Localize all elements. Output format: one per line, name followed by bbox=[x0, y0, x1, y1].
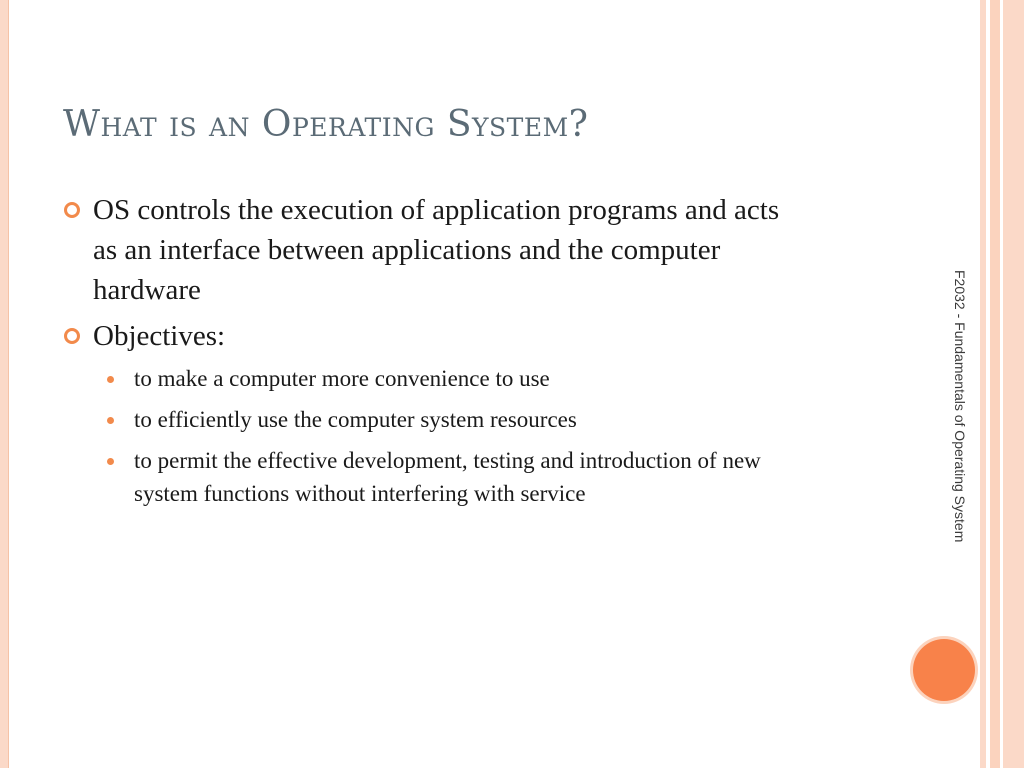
decorative-circle bbox=[913, 639, 975, 701]
sub-bullet-item bbox=[60, 362, 800, 395]
right-stripe bbox=[1003, 0, 1024, 768]
bullet-text: OS controls the execution of application programs and acts as an interface between applications and the computer hardware bbox=[93, 194, 780, 306]
left-border bbox=[0, 0, 9, 768]
right-stripe bbox=[990, 0, 1000, 768]
bullet-item bbox=[60, 190, 800, 310]
dot-bullet-icon bbox=[107, 458, 114, 465]
dot-bullet-icon bbox=[107, 417, 114, 424]
dot-bullet-icon bbox=[107, 376, 114, 383]
slide-content bbox=[60, 190, 800, 518]
bullet-text: Objectives: bbox=[93, 320, 226, 352]
sub-bullet-text: to efficiently use the computer system resources bbox=[134, 407, 577, 432]
bullet-item bbox=[60, 316, 800, 356]
sub-bullet-item bbox=[60, 403, 800, 436]
sub-bullet-text: to permit the effective development, testing and introduction of new system functions without interfering with service bbox=[134, 448, 761, 506]
sub-bullet-text: to make a computer more convenience to use bbox=[134, 366, 550, 391]
ring-bullet-icon bbox=[64, 202, 80, 218]
slide-footer: F2032 - Fundamentals of Operating System bbox=[952, 270, 968, 543]
sub-bullet-item bbox=[60, 444, 800, 510]
ring-bullet-icon bbox=[64, 328, 80, 344]
slide-title: What is an Operating System? bbox=[63, 104, 589, 145]
